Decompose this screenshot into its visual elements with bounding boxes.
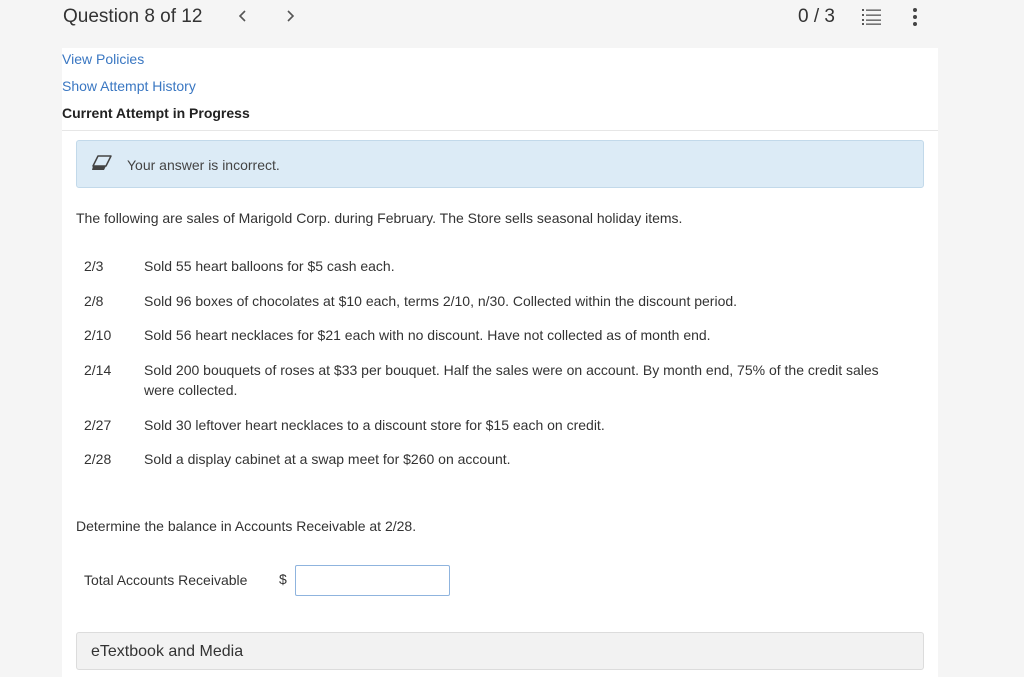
- attempt-status: Current Attempt in Progress: [62, 105, 250, 121]
- top-bar: [0, 0, 1024, 46]
- sale-description: Sold a display cabinet at a swap meet for $260 on account.: [144, 451, 511, 467]
- question-list-button[interactable]: [862, 8, 882, 26]
- question-card: [62, 48, 938, 677]
- show-attempt-history-link[interactable]: Show Attempt History: [62, 78, 196, 94]
- sale-date: 2/27: [84, 417, 112, 433]
- sale-description: Sold 96 boxes of chocolates at $10 each, terms 2/10, n/30. Collected within the discount period.: [144, 293, 738, 309]
- sale-date: 2/8: [84, 293, 104, 309]
- sale-description: Sold 30 leftover heart necklaces to a discount store for $15 each on credit.: [144, 417, 605, 433]
- question-counter: Question 8 of 12: [63, 6, 203, 27]
- etextbook-media-label: eTextbook and Media: [91, 643, 244, 660]
- etextbook-media-panel[interactable]: [76, 632, 924, 670]
- list-icon: [862, 8, 882, 26]
- divider: [62, 130, 938, 131]
- eraser-icon: [91, 154, 113, 172]
- sale-date: 2/28: [84, 451, 112, 467]
- sale-date: 2/10: [84, 327, 112, 343]
- sale-description: Sold 56 heart necklaces for $21 each with no discount. Have not collected as of month end.: [144, 327, 711, 343]
- chevron-left-icon: [237, 5, 249, 27]
- accounts-receivable-input[interactable]: [295, 565, 450, 596]
- sale-date: 2/3: [84, 258, 104, 274]
- feedback-alert: [76, 140, 924, 188]
- problem-intro: The following are sales of Marigold Corp. during February. The Store sells seasonal holiday items.: [76, 210, 683, 226]
- more-vertical-icon: [910, 6, 920, 28]
- currency-symbol: $: [279, 571, 287, 587]
- chevron-right-icon: [284, 5, 296, 27]
- sale-description: Sold 200 bouquets of roses at $33 per bouquet. Half the sales were on account. By month end, 75% of the credit sales were collected.: [144, 362, 879, 398]
- feedback-text: Your answer is incorrect.: [127, 157, 280, 173]
- more-options-button[interactable]: [910, 6, 920, 28]
- score: 0 / 3: [798, 6, 835, 27]
- sale-date: 2/14: [84, 362, 112, 378]
- question-prompt: Determine the balance in Accounts Receivable at 2/28.: [76, 518, 417, 534]
- view-policies-link[interactable]: View Policies: [62, 51, 145, 67]
- previous-question-button[interactable]: [232, 5, 254, 29]
- sale-description: Sold 55 heart balloons for $5 cash each.: [144, 258, 395, 274]
- next-question-button[interactable]: [279, 5, 301, 29]
- answer-label: Total Accounts Receivable: [84, 572, 248, 588]
